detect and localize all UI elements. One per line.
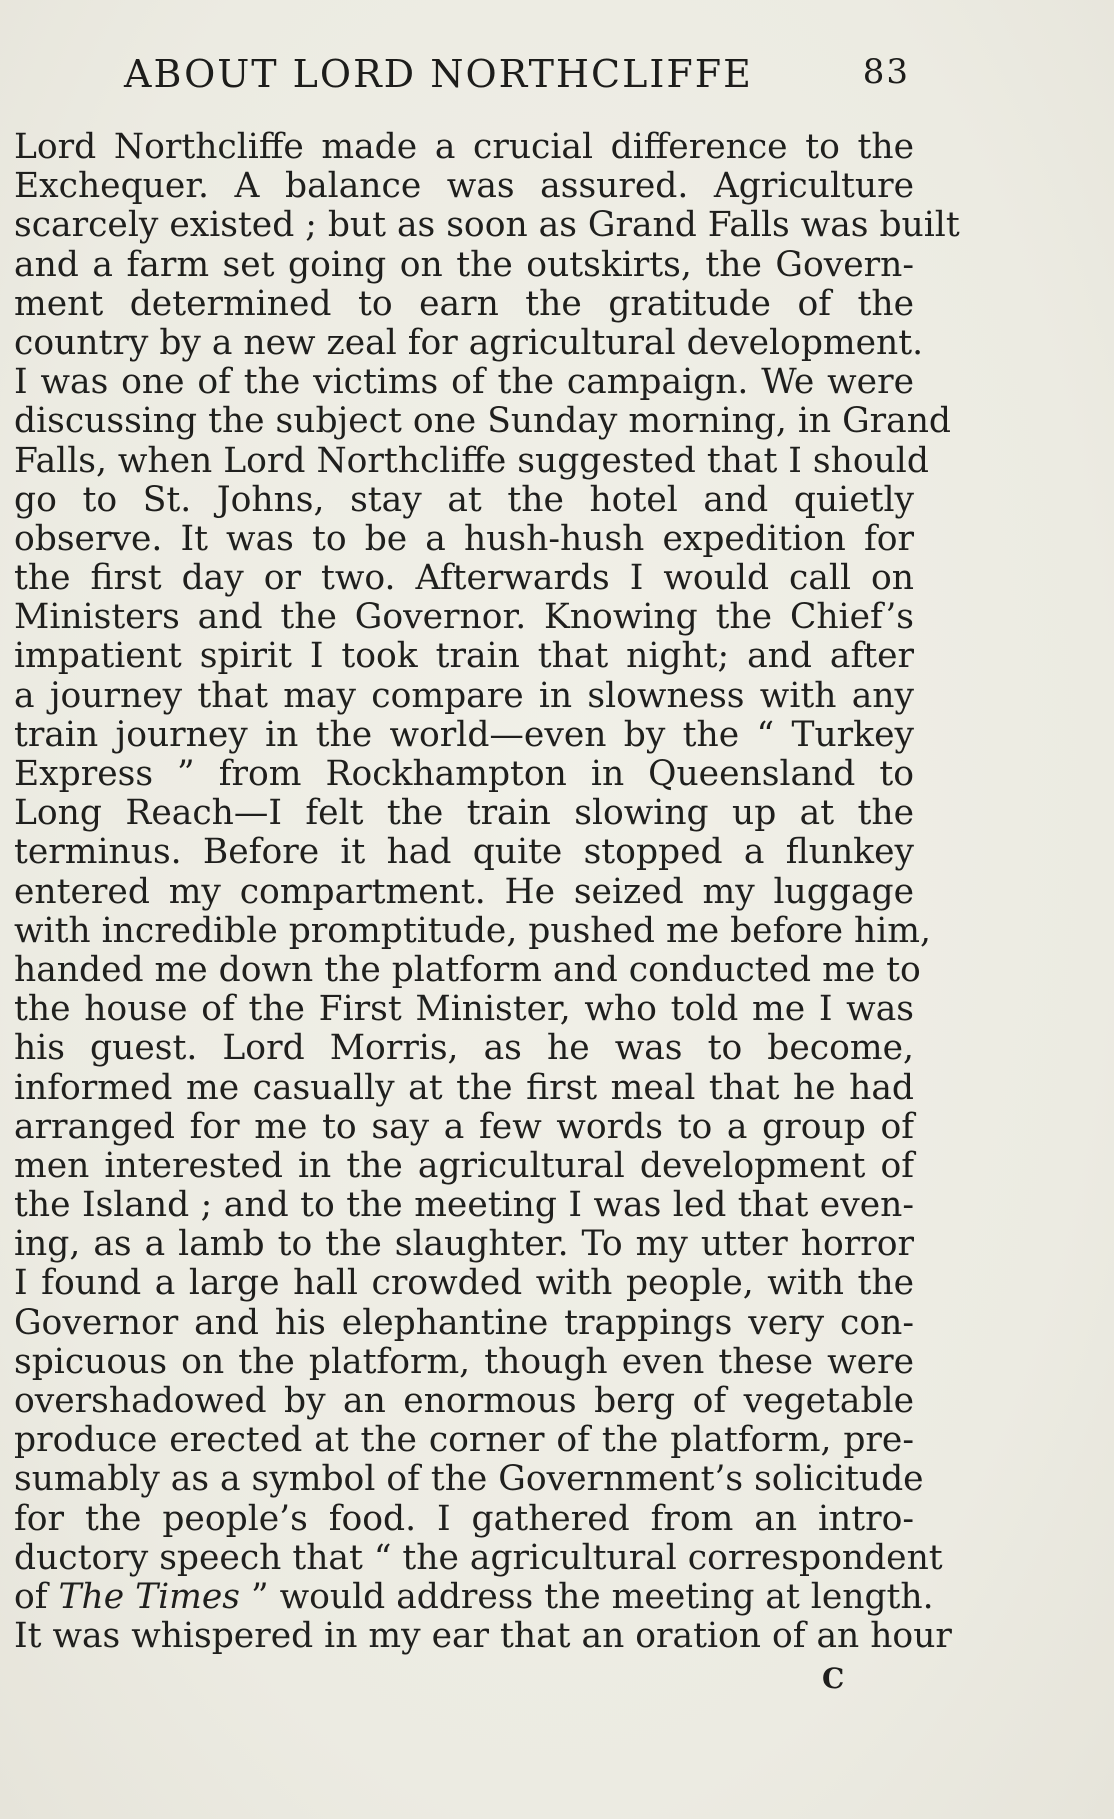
text-line: ing, as a lamb to the slaughter. To my utter horror [14, 1224, 914, 1265]
text-line: discussing the subject one Sunday morning, in Grand [14, 401, 951, 442]
text-line: Express ” from Rockhampton in Queensland to [14, 754, 914, 794]
text-line: Long Reach—I felt the train slowing up at the [14, 793, 914, 834]
signature-mark: C [822, 1662, 846, 1695]
text-line: his guest. Lord Morris, as he was to become, [14, 1028, 914, 1069]
page-number: 83 [862, 52, 910, 92]
line-before-title: of [14, 1576, 59, 1617]
text-line: terminus. Before it had quite stopped a flunkey [14, 832, 914, 873]
text-line: a journey that may compare in slowness with any [14, 675, 914, 716]
running-head [124, 52, 910, 108]
text-line: go to St. Johns, stay at the hotel and quietly [14, 479, 914, 520]
text-line: men interested in the agricultural development of [14, 1145, 914, 1186]
text-line: I found a large hall crowded with people, with the [14, 1263, 914, 1304]
newspaper-title: The Times [58, 1576, 241, 1617]
text-line: sumably as a symbol of the Government’s solicitude [14, 1459, 924, 1500]
text-line: Ministers and the Governor. Knowing the Chief’s [14, 597, 914, 638]
text-line: country by a new zeal for agricultural development. [14, 322, 924, 363]
text-line: Exchequer. A balance was assured. Agriculture [14, 166, 914, 207]
text-line: for the people’s food. I gathered from an intro- [14, 1498, 914, 1539]
text-line: scarcely existed ; but as soon as Grand Falls was built [14, 205, 960, 246]
text-line-last: It was whispered in my ear that an oration of an hour [14, 1616, 952, 1657]
text-line: train journey in the world—even by the “ Turkey [14, 714, 914, 755]
text-line: entered my compartment. He seized my luggage [14, 871, 914, 912]
body-text [14, 127, 960, 1657]
text-line: produce erected at the corner of the platform, pre- [14, 1420, 914, 1461]
text-line: observe. It was to be a hush-hush expedition for [14, 518, 914, 559]
text-line: spicuous on the platform, though even these were [14, 1341, 914, 1382]
text-line: the first day or two. Afterwards I would call on [14, 558, 914, 599]
text-line: the house of the First Minister, who told me I was [14, 989, 914, 1030]
text-line: overshadowed by an enormous berg of vegetable [14, 1381, 914, 1421]
text-line: informed me casually at the first meal that he had [14, 1067, 914, 1108]
text-line: impatient spirit I took train that night; and after [14, 636, 914, 677]
text-line: the Island ; and to the meeting I was led that even- [14, 1185, 914, 1226]
text-line: Lord Northcliffe made a crucial difference to the [14, 127, 914, 167]
text-line: ductory speech that “ the agricultural correspondent [14, 1537, 943, 1578]
text-line: I was one of the victims of the campaign. We were [14, 362, 914, 403]
text-line: handed me down the platform and conducted me to [14, 949, 921, 990]
text-line: ment determined to earn the gratitude of the [14, 283, 914, 324]
text-line-with-italic [14, 1576, 934, 1617]
line-after-title: ” would address the meeting at length. [240, 1576, 934, 1617]
text-line: Falls, when Lord Northcliffe suggested that I should [14, 440, 929, 481]
text-line: and a farm set going on the outskirts, the Govern- [14, 244, 914, 285]
text-line: with incredible promptitude, pushed me before him, [14, 910, 931, 951]
running-title: ABOUT LORD NORTHCLIFFE [124, 52, 753, 96]
text-line: arranged for me to say a few words to a group of [14, 1106, 914, 1147]
text-line: Governor and his elephantine trappings very con- [14, 1302, 914, 1343]
